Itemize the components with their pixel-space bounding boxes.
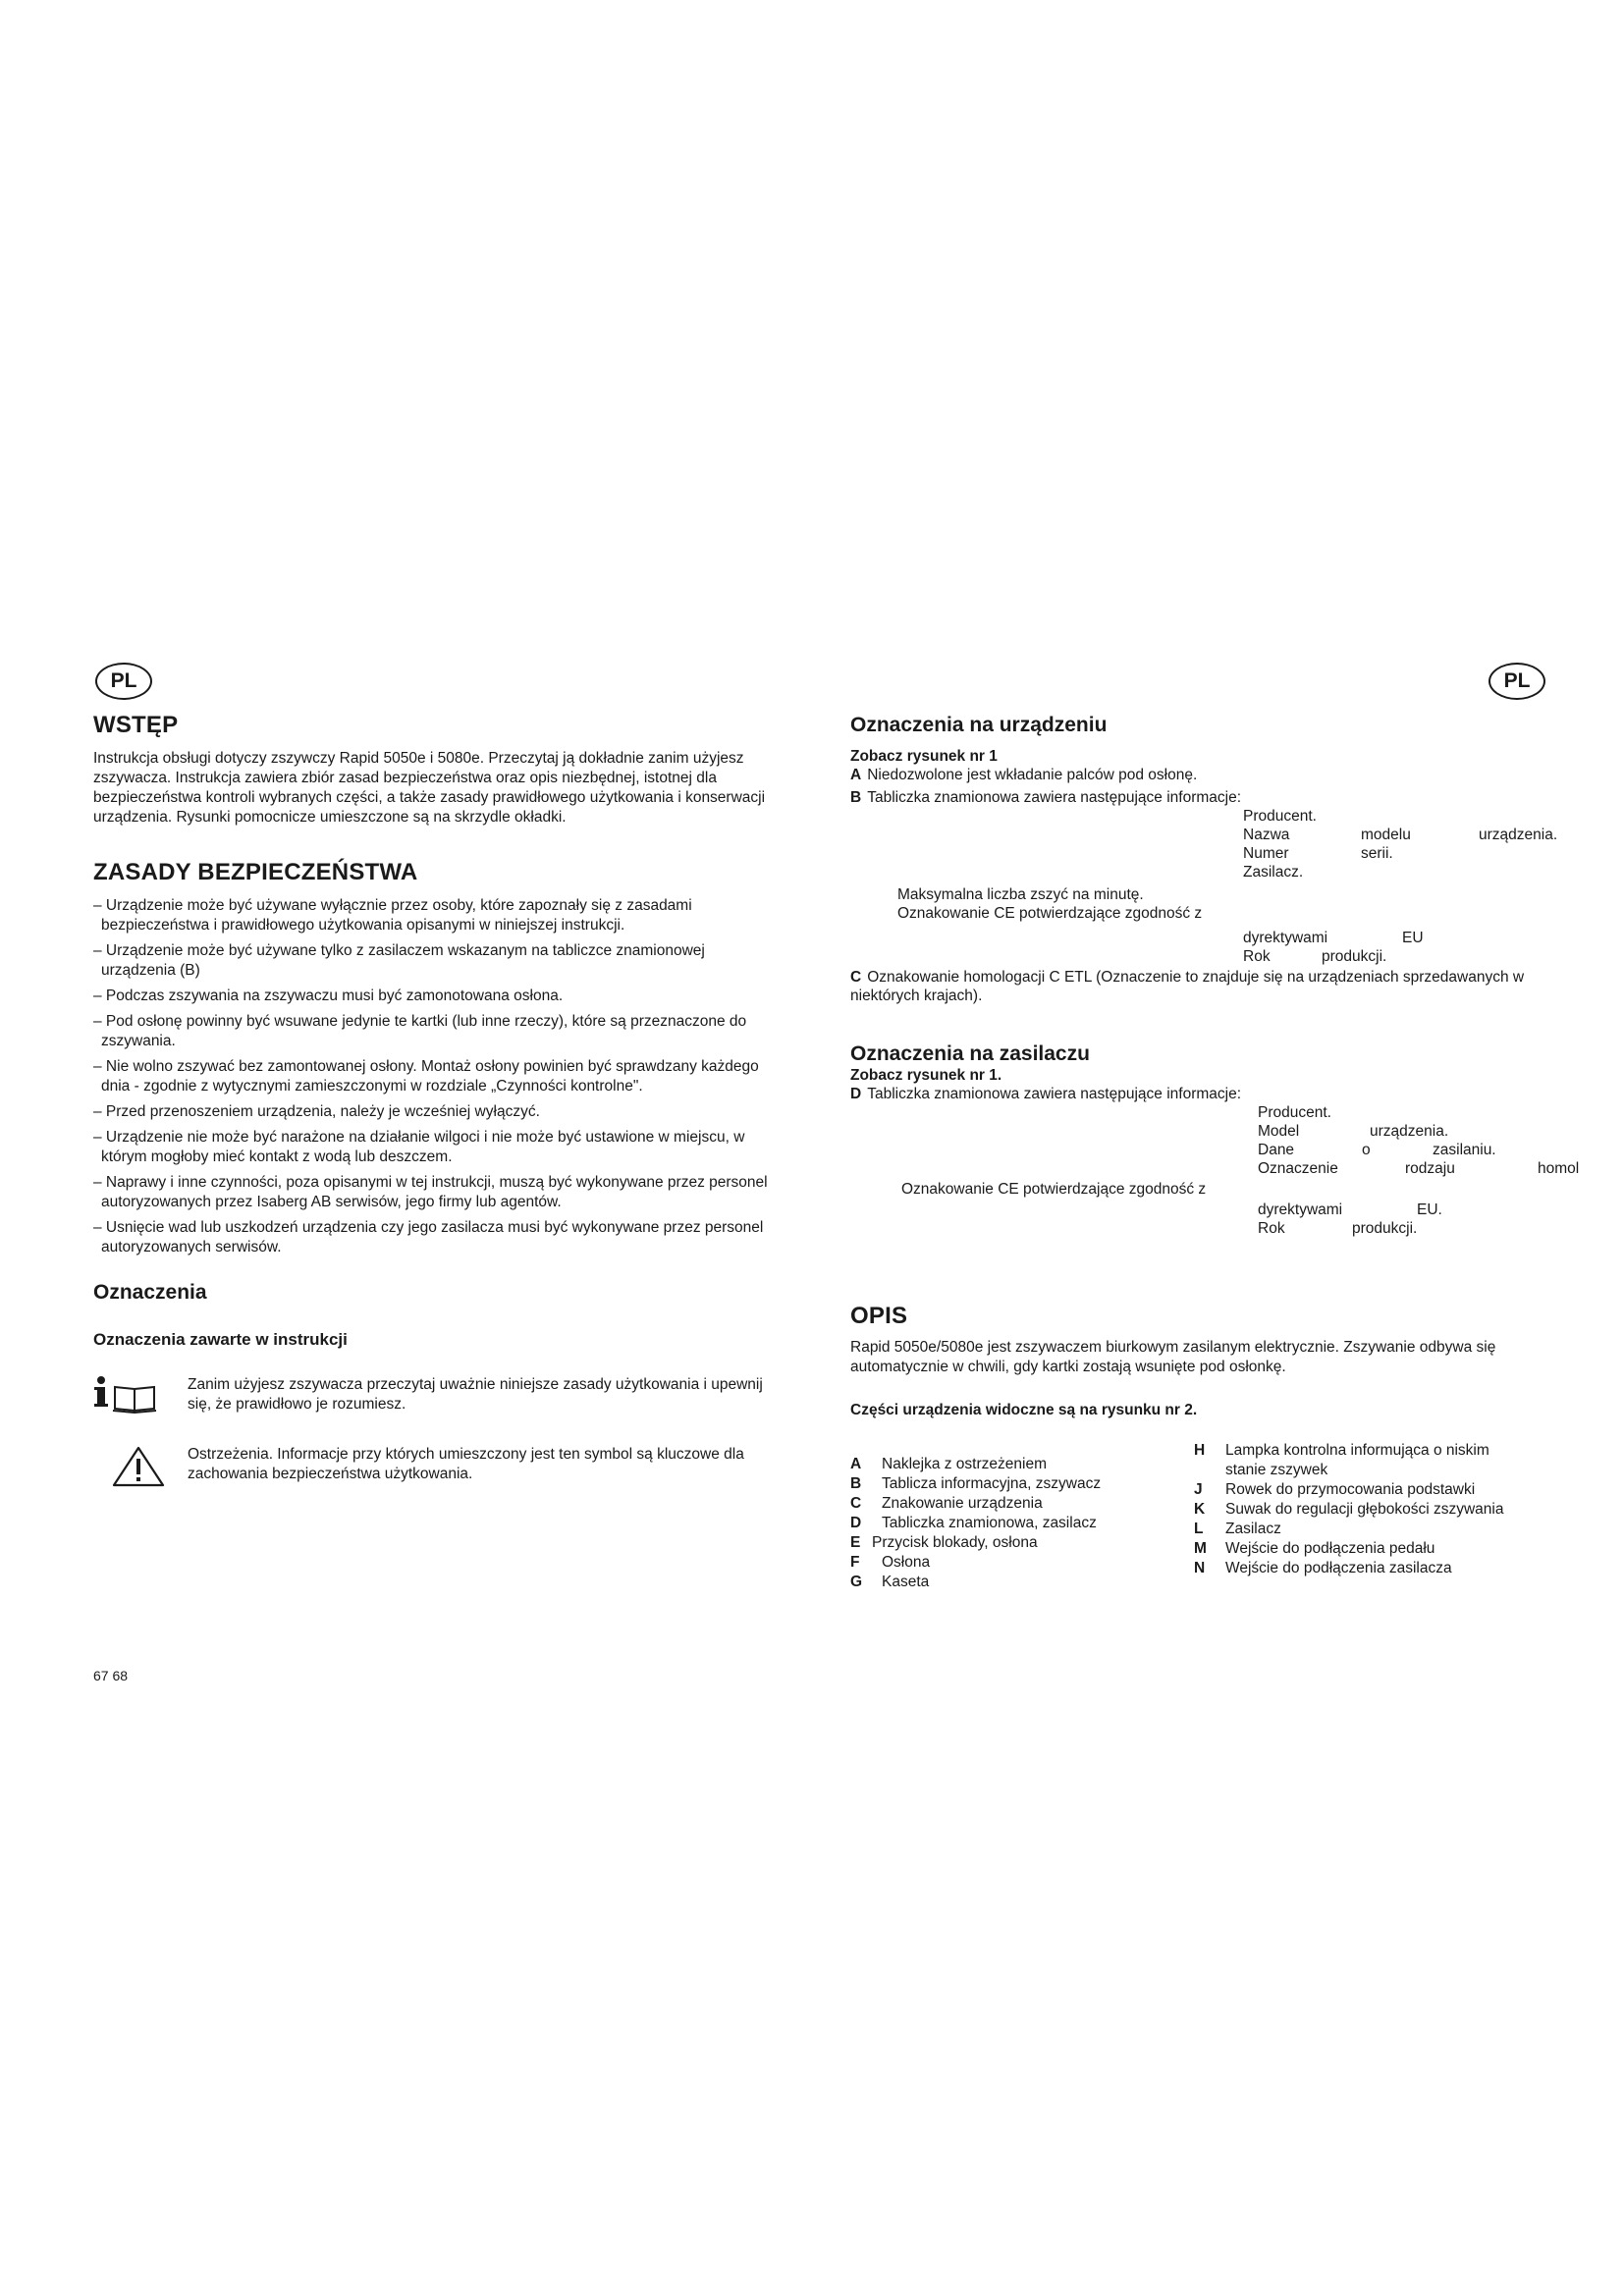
device-marks-title: Oznaczenia na urządzeniu	[850, 714, 1108, 736]
list-item: – Naprawy i inne czynności, poza opisanymi w tej instrukcji, muszą być wykonywane przez personel autoryzowanych przez Isaberg AB serwisów, jego firmy lub agentów.	[93, 1174, 768, 1210]
mark-text: Niedozwolone jest wkładanie palców pod osłonę.	[867, 767, 1198, 783]
part-label: Naklejka z ostrzeżeniem	[882, 1456, 1047, 1472]
safety-title: ZASADY BEZPIECZEŃSTWA	[93, 859, 418, 885]
opis-text: Rapid 5050e/5080e jest zszywaczem biurkowym zasilanym elektrycznie. Zszywanie odbywa się automatycznie w chwili, gdy kartki zostają wsunięte pod osłonkę.	[850, 1339, 1496, 1375]
part-key: M	[1194, 1540, 1207, 1557]
list-item: – Nie wolno zszywać bez zamontowanej osłony. Montaż osłony powinien być sprawdzany każdego dnia - zgodnie z wytycznymi zamieszczonymi w rozdziale „Czynności kontrolne".	[93, 1058, 759, 1095]
plate-word: dyrektywami	[1243, 930, 1328, 946]
plate-word: Nazwa	[1243, 827, 1290, 843]
parts-list	[850, 1441, 1587, 1592]
plate-word: o	[1362, 1142, 1371, 1158]
list-item	[1194, 1520, 1528, 1539]
part-key: G	[850, 1574, 863, 1590]
list-item	[850, 1474, 1184, 1494]
list-item: – Urządzenie nie może być narażone na działanie wilgoci i nie może być ustawione w miejscu, w którym mogłoby mieć kontakt z wodą lub deszczem.	[93, 1129, 745, 1165]
list-item	[850, 1553, 1184, 1573]
part-label: Tablicza informacyjna, zszywacz	[882, 1475, 1102, 1492]
section-device-marks	[850, 714, 1587, 1005]
list-item: – Przed przenoszeniem urządzenia, należy je wcześniej wyłączyć.	[93, 1103, 540, 1120]
plate-line	[850, 947, 1587, 966]
list-item	[850, 1533, 1184, 1553]
plate-word: produkcji.	[1322, 948, 1387, 965]
device-mark-c	[850, 968, 1587, 1005]
psu-mark-d	[850, 1085, 1587, 1103]
plate-word: serii.	[1361, 845, 1393, 862]
wstep-title: WSTĘP	[93, 712, 179, 738]
psu-plate-line	[850, 1219, 1587, 1238]
device-marks-see: Zobacz rysunek nr 1	[850, 748, 998, 765]
warning-text: Ostrzeżenia. Informacje przy których umieszczony jest ten symbol są kluczowe dla zachowania bezpieczeństwa użytkowania.	[188, 1446, 744, 1482]
mark-key: C	[850, 969, 862, 986]
list-item: – Urządzenie może być używane tylko z zasilaczem wskazanym na tabliczce znamionowej urządzenia (B)	[93, 942, 705, 979]
section-wstep	[93, 712, 781, 828]
list-item	[850, 1455, 1184, 1474]
plate-line: Oznakowanie CE potwierdzające zgodność z	[897, 905, 1203, 922]
section-oznaczenia	[93, 1281, 781, 1493]
part-label: Rowek do przymocowania podstawki	[1225, 1481, 1476, 1498]
part-label: Przycisk blokady, osłona	[872, 1534, 1038, 1551]
plate-word: Dane	[1258, 1142, 1295, 1158]
mark-key: D	[850, 1086, 862, 1102]
list-item	[1194, 1500, 1528, 1520]
mark-key: A	[850, 767, 862, 783]
part-key: N	[1194, 1560, 1206, 1576]
part-key: E	[850, 1534, 861, 1551]
plate-word: homol	[1538, 1160, 1580, 1177]
parts-col-left	[850, 1455, 1184, 1592]
warning-triangle-icon	[93, 1445, 188, 1493]
list-item	[1194, 1539, 1528, 1559]
psu-plate-line	[850, 1122, 1587, 1141]
device-mark-b	[850, 788, 1587, 807]
mark-text: Tabliczka znamionowa zawiera następujące informacje:	[867, 789, 1242, 806]
country-badge-right: PL	[1489, 663, 1545, 700]
list-item: – Podczas zszywania na zszywaczu musi być zamonotowana osłona.	[93, 988, 564, 1004]
list-item: – Urządzenie może być używane wyłącznie przez osoby, które zapoznały się z zasadami bezpieczeństwa i prawidłowego użytkowania opisanymi w niniejszej instrukcji.	[93, 897, 692, 934]
plate-word: EU.	[1417, 1201, 1442, 1218]
wstep-text: Instrukcja obsługi dotyczy zszywczy Rapid 5050e i 5080e. Przeczytaj ją dokładnie zanim użyjesz zszywacza. Instrukcja zawiera zbiór zasad bezpieczeństwa oraz opis niezbędnej, istotnej dla bezpieczeństwa kontroli wybranych części, a także zasady prawidłowego użytkowania i konserwacji urządzenia. Rysunki pomocnicze umieszczone są na skrzydle okładki.	[93, 750, 766, 826]
list-item	[1194, 1559, 1528, 1578]
page-numbers: 67 68	[93, 1668, 129, 1683]
list-item: – Usnięcie wad lub uszkodzeń urządzenia czy jego zasilacza musi być wykonywane przez personel autoryzowanych serwisów.	[93, 1219, 764, 1255]
device-mark-a	[850, 766, 1587, 784]
part-key: B	[850, 1475, 862, 1492]
plate-word: Rok	[1243, 948, 1271, 965]
right-column	[850, 714, 1587, 1592]
plate-word: Numer	[1243, 845, 1289, 862]
psu-plate-line: Oznakowanie CE potwierdzające zgodność z	[901, 1181, 1207, 1198]
mark-text: Oznakowanie homologacji C ETL (Oznaczenie to znajduje się na urządzeniach sprzedawanych w niektórych krajach).	[850, 969, 1525, 1004]
plate-word: urządzenia.	[1479, 827, 1558, 843]
part-label: Zasilacz	[1225, 1521, 1281, 1537]
part-key: D	[850, 1515, 862, 1531]
part-key: C	[850, 1495, 862, 1512]
part-key: L	[1194, 1521, 1204, 1537]
parts-col-right	[1194, 1441, 1528, 1592]
section-safety	[93, 859, 781, 1257]
list-item	[1194, 1441, 1528, 1480]
psu-plate-line: Producent.	[1258, 1104, 1331, 1121]
plate-word: zasilaniu.	[1433, 1142, 1496, 1158]
part-label: Tabliczka znamionowa, zasilacz	[882, 1515, 1097, 1531]
part-key: H	[1194, 1442, 1206, 1459]
psu-plate-line	[850, 1201, 1587, 1219]
parts-title: Części urządzenia widoczne są na rysunku nr 2.	[850, 1402, 1198, 1418]
mark-text: Tabliczka znamionowa zawiera następujące informacje:	[867, 1086, 1242, 1102]
plate-word: dyrektywami	[1258, 1201, 1343, 1218]
oznaczenia-subtitle: Oznaczenia zawarte w instrukcji	[93, 1330, 348, 1349]
info-row	[93, 1375, 781, 1419]
info-book-icon	[93, 1375, 188, 1419]
part-label: Lampka kontrolna informująca o niskim stanie zszywek	[1225, 1442, 1489, 1478]
list-item	[850, 1573, 1184, 1592]
list-item	[850, 1514, 1184, 1533]
list-item: – Pod osłonę powinny być wsuwane jedynie te kartki (lub inne rzeczy), które są przeznaczone do zszywania.	[93, 1013, 747, 1049]
part-label: Wejście do podłączenia zasilacza	[1225, 1560, 1452, 1576]
psu-plate-line	[850, 1141, 1587, 1159]
plate-line	[850, 826, 1587, 844]
plate-word: modelu	[1361, 827, 1411, 843]
psu-marks-see: Zobacz rysunek nr 1.	[850, 1067, 1002, 1084]
part-label: Wejście do podłączenia pedału	[1225, 1540, 1435, 1557]
warning-row	[93, 1445, 781, 1493]
info-text: Zanim użyjesz zszywacza przeczytaj uważnie niniejsze zasady użytkowania i upewnij się, że prawidłowo je rozumiesz.	[188, 1376, 763, 1413]
part-label: Osłona	[882, 1554, 931, 1571]
section-psu-marks	[850, 1042, 1587, 1238]
mark-key: B	[850, 789, 862, 806]
plate-word: urządzenia.	[1370, 1123, 1449, 1140]
part-key: A	[850, 1456, 862, 1472]
part-label: Suwak do regulacji głębokości zszywania	[1225, 1501, 1504, 1518]
country-badge-left: PL	[95, 663, 152, 700]
psu-marks-title: Oznaczenia na zasilaczu	[850, 1042, 1090, 1065]
plate-line: Producent.	[1243, 808, 1317, 825]
left-column	[93, 712, 781, 1519]
plate-word: rodzaju	[1405, 1160, 1455, 1177]
safety-list	[93, 896, 781, 1257]
section-opis	[850, 1303, 1587, 1592]
plate-word: EU	[1402, 930, 1424, 946]
part-key: K	[1194, 1501, 1206, 1518]
oznaczenia-title: Oznaczenia	[93, 1281, 207, 1304]
opis-title: OPIS	[850, 1303, 908, 1329]
part-label: Znakowanie urządzenia	[882, 1495, 1043, 1512]
part-key: J	[1194, 1481, 1203, 1498]
plate-word: produkcji.	[1352, 1220, 1418, 1237]
part-label: Kaseta	[882, 1574, 930, 1590]
list-item	[1194, 1480, 1528, 1500]
plate-line	[850, 844, 1587, 863]
plate-word: Rok	[1258, 1220, 1285, 1237]
plate-line: Zasilacz.	[1243, 864, 1304, 881]
plate-line: Maksymalna liczba zszyć na minutę.	[897, 886, 1144, 903]
plate-word: Model	[1258, 1123, 1300, 1140]
plate-word: Oznaczenie	[1258, 1160, 1338, 1177]
part-key: F	[850, 1554, 860, 1571]
list-item	[850, 1494, 1184, 1514]
psu-plate-line	[850, 1159, 1587, 1178]
plate-line	[850, 929, 1587, 947]
